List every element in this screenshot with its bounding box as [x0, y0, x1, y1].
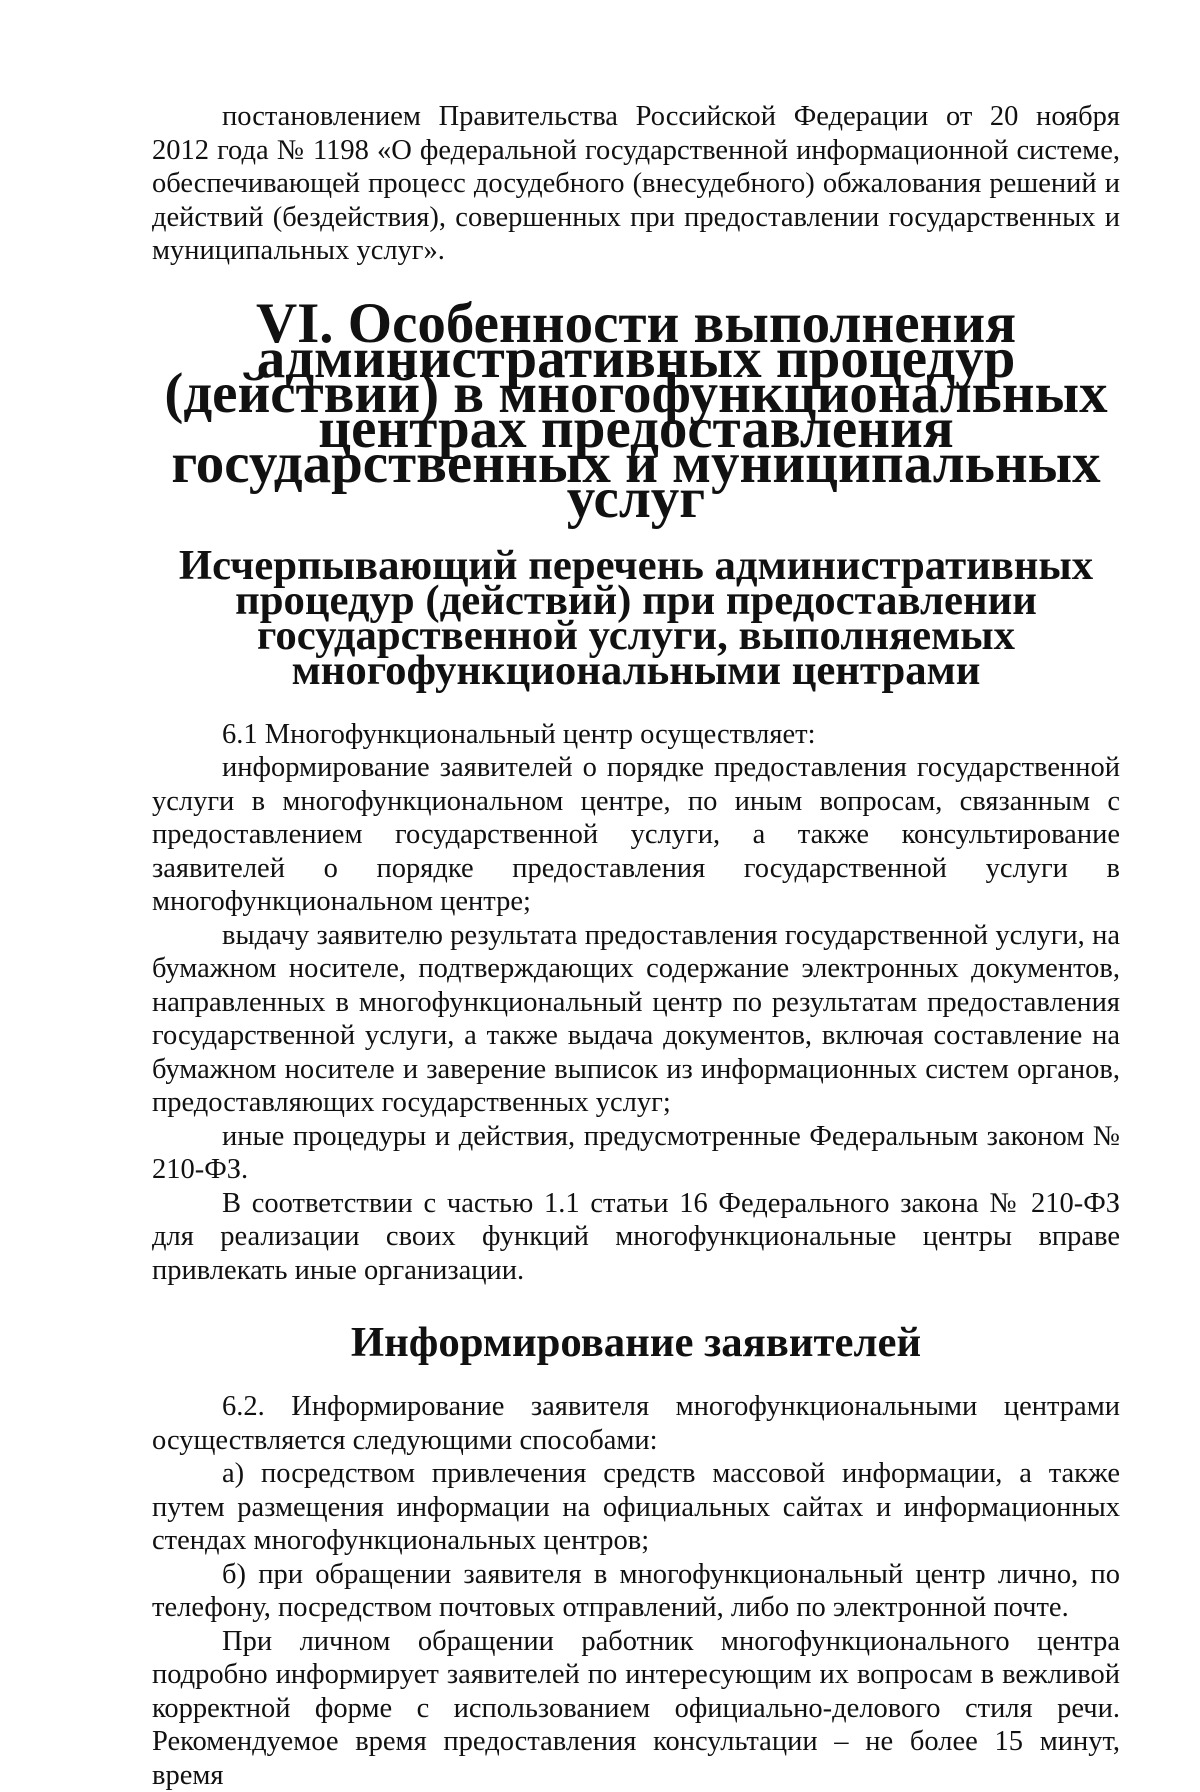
subheading-informing: Информирование заявителей	[152, 1325, 1120, 1360]
paragraph-issuance: выдачу заявителю результата предоставления государственной услуги, на бумажном носителе, подтверждающих содержание электронных документов, направленных в многофункциональный центр по результатам предоставления государственной услуги, а также выдача документов, включая составление на бумажном носителе и заверение выписок из информационных систем органов, предоставляющих государственных услуг;	[152, 919, 1120, 1120]
paragraph-organizations: В соответствии с частью 1.1 статьи 16 Федерального закона № 210-ФЗ для реализации своих функций многофункциональные центры вправе привлекать иные организации.	[152, 1187, 1120, 1288]
section-heading: VI. Особенности выполнения административных процедур (действий) в многофункциональных центрах предоставления государственных и муниципальных услуг	[152, 306, 1120, 516]
paragraph-6-1: 6.1 Многофункциональный центр осуществляет:	[152, 718, 1120, 752]
paragraph-informing: информирование заявителей о порядке предоставления государственной услуги в многофункциональном центре, по иным вопросам, связанным с предоставлением государственной услуги, а также консультирование заявителей о порядке предоставления государственной услуги в многофункциональном центре;	[152, 751, 1120, 919]
paragraph-6-2: 6.2. Информирование заявителя многофункциональными центрами осуществляется следующими способами:	[152, 1390, 1120, 1457]
intro-paragraph: постановлением Правительства Российской Федерации от 20 ноября 2012 года № 1198 «О федеральной государственной информационной системе, обеспечивающей процесс досудебного (внесудебного) обжалования решений и действий (бездействия), совершенных при предоставлении государственных и муниципальных услуг».	[152, 100, 1120, 268]
subheading-procedures: Исчерпывающий перечень административных процедур (действий) при предоставлении государственной услуги, выполняемых многофункциональными центрами	[152, 548, 1120, 688]
paragraph-item-b: б) при обращении заявителя в многофункциональный центр лично, по телефону, посредством почтовых отправлений, либо по электронной почте.	[152, 1558, 1120, 1625]
paragraph-personal-visit: При личном обращении работник многофункционального центра подробно информирует заявителей по интересующим их вопросам в вежливой корректной форме с использованием официально-делового стиля речи. Рекомендуемое время предоставления консультации – не более 15 минут, время	[152, 1625, 1120, 1792]
paragraph-item-a: а) посредством привлечения средств массовой информации, а также путем размещения информации на официальных сайтах и информационных стендах многофункциональных центров;	[152, 1457, 1120, 1558]
paragraph-other-procedures: иные процедуры и действия, предусмотренные Федеральным законом № 210-ФЗ.	[152, 1120, 1120, 1187]
